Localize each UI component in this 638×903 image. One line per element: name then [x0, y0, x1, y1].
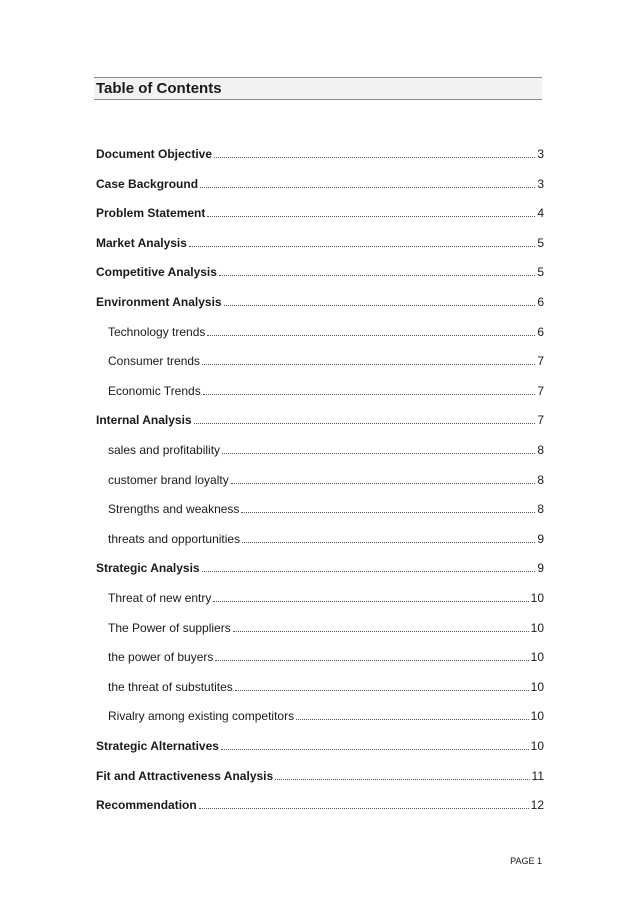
toc-entry-page-number: 7: [537, 354, 544, 368]
toc-dot-leader: [224, 304, 536, 306]
toc-entry[interactable]: [96, 559, 544, 575]
toc-entry-title: Threat of new entry: [108, 591, 212, 605]
toc-entry-page-number: 5: [537, 265, 544, 279]
toc-entry-title: sales and profitability: [108, 443, 221, 457]
toc-dot-leader: [296, 718, 529, 720]
toc-entry-title: customer brand loyalty: [108, 473, 229, 487]
toc-entry[interactable]: [96, 204, 544, 220]
toc-entry-title: Recommendation: [96, 798, 197, 812]
toc-entry-page-number: 6: [537, 295, 544, 309]
toc-entry[interactable]: [108, 500, 544, 516]
toc-entry-title: Technology trends: [108, 325, 206, 339]
toc-dot-leader: [221, 748, 529, 750]
toc-dot-leader: [219, 274, 535, 276]
toc-dot-leader: [194, 422, 536, 424]
toc-dot-leader: [213, 600, 528, 602]
toc-entry-title: Environment Analysis: [96, 295, 222, 309]
toc-entry[interactable]: [96, 767, 544, 783]
toc-entry-title: the threat of substutites: [108, 680, 233, 694]
toc-entry[interactable]: [96, 737, 544, 753]
toc-entry-title: Competitive Analysis: [96, 265, 217, 279]
toc-entry[interactable]: [96, 145, 544, 161]
toc-entry-page-number: 8: [537, 443, 544, 457]
toc-dot-leader: [189, 245, 535, 247]
toc-entry-page-number: 7: [537, 413, 544, 427]
toc-entry[interactable]: [108, 471, 544, 487]
toc-dot-leader: [241, 511, 535, 513]
toc-dot-leader: [203, 393, 536, 395]
toc-entry-page-number: 10: [530, 680, 544, 694]
toc-entry[interactable]: [108, 352, 544, 368]
toc-entry[interactable]: [96, 796, 544, 812]
toc-entry[interactable]: [108, 619, 544, 635]
toc-entry[interactable]: [108, 678, 544, 694]
toc-entry-title: Rivalry among existing competitors: [108, 709, 295, 723]
toc-entry-title: Strategic Analysis: [96, 561, 200, 575]
toc-entry-title: The Power of suppliers: [108, 621, 231, 635]
toc-dot-leader: [215, 659, 528, 661]
toc-entry-title: Fit and Attractiveness Analysis: [96, 769, 274, 783]
toc-entry-title: Market Analysis: [96, 236, 187, 250]
toc-entry-page-number: 9: [537, 561, 544, 575]
toc-entry-title: Strengths and weakness: [108, 502, 240, 516]
toc-entry-page-number: 10: [530, 739, 544, 753]
toc-entry-title: Strategic Alternatives: [96, 739, 219, 753]
toc-dot-leader: [207, 334, 535, 336]
toc-entry-page-number: 10: [530, 650, 544, 664]
toc-entry[interactable]: [108, 530, 544, 546]
toc-dot-leader: [235, 689, 529, 691]
toc-entry[interactable]: [108, 589, 544, 605]
toc-entry-page-number: 7: [537, 384, 544, 398]
toc-dot-leader: [222, 452, 535, 454]
toc-dot-leader: [231, 482, 536, 484]
toc-entry-page-number: 3: [537, 147, 544, 161]
toc-dot-leader: [207, 215, 535, 217]
toc-entry-title: threats and opportunities: [108, 532, 241, 546]
toc-entry-title: Case Background: [96, 177, 199, 191]
toc-entry-title: Consumer trends: [108, 354, 201, 368]
toc-entry[interactable]: [108, 707, 544, 723]
toc-heading-bar: [94, 77, 542, 100]
toc-entry-page-number: 5: [537, 236, 544, 250]
toc-entry[interactable]: [96, 175, 544, 191]
toc-entry[interactable]: [108, 648, 544, 664]
toc-entry[interactable]: [96, 293, 544, 309]
toc-entry[interactable]: [108, 382, 544, 398]
toc-entry-page-number: 9: [537, 532, 544, 546]
toc-dot-leader: [242, 541, 535, 543]
toc-entry[interactable]: [96, 234, 544, 250]
toc-entry[interactable]: [96, 411, 544, 427]
toc-entry-page-number: 11: [531, 769, 544, 783]
toc-entry[interactable]: [108, 323, 544, 339]
page-number: PAGE 1: [510, 856, 542, 866]
toc-entry-page-number: 12: [530, 798, 544, 812]
toc-dot-leader: [200, 186, 535, 188]
toc-dot-leader: [202, 363, 535, 365]
toc-entry-page-number: 10: [530, 591, 544, 605]
toc-entry-page-number: 10: [530, 709, 544, 723]
toc-entry-title: Document Objective: [96, 147, 213, 161]
toc-entry-page-number: 4: [537, 206, 544, 220]
toc-dot-leader: [202, 570, 536, 572]
toc-dot-leader: [199, 807, 529, 809]
toc-entry[interactable]: [108, 441, 544, 457]
toc-entry-page-number: 6: [537, 325, 544, 339]
toc-entry-page-number: 3: [537, 177, 544, 191]
toc-dot-leader: [275, 778, 529, 780]
toc-entry-title: Economic Trends: [108, 384, 201, 398]
toc-entry[interactable]: [96, 263, 544, 279]
toc-entry-page-number: 8: [537, 502, 544, 516]
toc-entry-title: Internal Analysis: [96, 413, 192, 427]
toc-entry-page-number: 8: [537, 473, 544, 487]
toc-dot-leader: [233, 630, 529, 632]
toc-entry-page-number: 10: [530, 621, 544, 635]
toc-entry-title: the power of buyers: [108, 650, 214, 664]
toc-heading: Table of Contents: [96, 80, 222, 97]
toc-dot-leader: [214, 156, 535, 158]
toc-entry-title: Problem Statement: [96, 206, 206, 220]
